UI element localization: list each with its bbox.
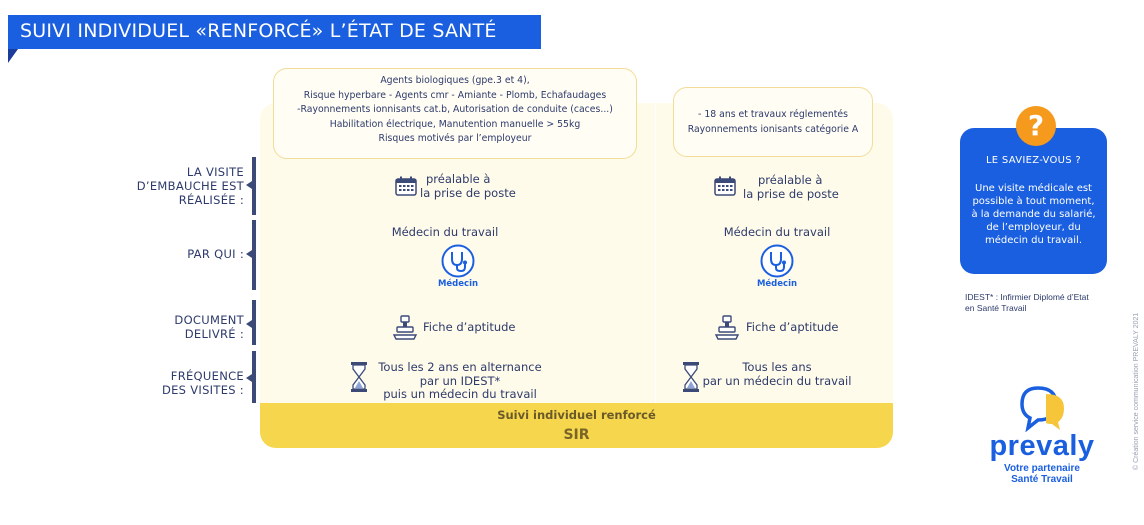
footnote-line: IDEST* : Infirmier Diplomé d’Etat bbox=[965, 292, 1089, 302]
stethoscope-icon bbox=[441, 244, 475, 278]
credit-text: © Création service communication PREVALY 2021 bbox=[1133, 312, 1140, 470]
hourglass-icon bbox=[350, 361, 368, 393]
sir-acronym: SIR bbox=[563, 427, 590, 443]
who-text-left: Médecin du travail bbox=[391, 225, 499, 239]
row-marker bbox=[252, 351, 256, 403]
visit-text-right bbox=[740, 174, 840, 201]
hourglass-icon bbox=[682, 361, 700, 393]
info-body bbox=[966, 182, 1101, 247]
brand-tagline: Santé Travail bbox=[1011, 474, 1073, 485]
frequency-text-right bbox=[702, 361, 852, 388]
cell-line: préalable à bbox=[426, 172, 491, 186]
speech-bubble-logo-icon bbox=[1018, 384, 1070, 432]
row-label-who bbox=[120, 247, 244, 261]
row-label-frequency bbox=[120, 369, 244, 397]
row-marker bbox=[252, 300, 256, 345]
info-card bbox=[960, 128, 1107, 274]
visit-text-left bbox=[420, 173, 520, 200]
risk-box-left bbox=[273, 68, 637, 159]
info-line: possible à tout moment, bbox=[972, 196, 1095, 207]
row-label-line: LA VISITE bbox=[186, 165, 244, 179]
doctor-label-left: Médecin bbox=[437, 279, 479, 289]
sir-subtitle: Suivi individuel renforcé bbox=[497, 408, 656, 422]
doctor-label-right: Médecin bbox=[756, 279, 798, 289]
banner-fold bbox=[8, 49, 18, 63]
row-label-line: RÉALISÉE : bbox=[178, 193, 244, 207]
footnote bbox=[965, 292, 1095, 314]
row-label-line: PAR QUI : bbox=[187, 247, 244, 261]
row-label-line: DES VISITES : bbox=[161, 383, 244, 397]
info-title: LE SAVIEZ-VOUS ? bbox=[985, 155, 1082, 166]
brand-tagline: Votre partenaire bbox=[1004, 463, 1080, 474]
row-arrow bbox=[246, 181, 252, 189]
calendar-icon bbox=[714, 176, 736, 196]
sir-band bbox=[260, 403, 893, 448]
calendar-icon bbox=[395, 176, 417, 196]
row-label-line: D’EMBAUCHE EST bbox=[136, 179, 244, 193]
cell-line: Tous les 2 ans en alternance bbox=[378, 360, 542, 374]
info-line: de l’employeur, du bbox=[986, 222, 1081, 233]
cell-line: la prise de poste bbox=[420, 185, 516, 200]
stamp-icon bbox=[392, 314, 418, 340]
info-line: à la demande du salarié, bbox=[971, 209, 1096, 220]
brand-logo: prevaly bbox=[989, 430, 1095, 462]
question-mark-icon: ? bbox=[1016, 106, 1056, 146]
risk-line: Habilitation électrique, Manutention manuelle > 55kg bbox=[329, 118, 581, 130]
row-label-visit bbox=[120, 165, 244, 207]
who-text-right: Médecin du travail bbox=[723, 225, 831, 239]
row-label-line: FRÉQUENCE bbox=[170, 369, 244, 383]
frequency-text-left bbox=[372, 361, 548, 402]
risk-line: Agents biologiques (gpe.3 et 4), bbox=[380, 75, 530, 86]
cell-line: par un médecin du travail bbox=[702, 373, 852, 388]
risk-line: -Rayonnements ionnisants cat.b, Autorisation de conduite (caces...) bbox=[297, 104, 613, 115]
info-line: Une visite médicale est bbox=[975, 183, 1092, 194]
cell-line: Tous les ans bbox=[742, 360, 812, 374]
info-line: médecin du travail. bbox=[985, 235, 1082, 246]
row-arrow bbox=[246, 374, 252, 382]
risk-line: - 18 ans et travaux réglementés bbox=[698, 109, 848, 120]
row-label-line: DOCUMENT bbox=[174, 313, 244, 327]
cell-line: préalable à bbox=[758, 173, 823, 187]
risk-line: Risques motivés par l’employeur bbox=[378, 133, 532, 144]
title-banner bbox=[8, 15, 541, 49]
stamp-icon bbox=[714, 314, 740, 340]
row-marker bbox=[252, 157, 256, 215]
row-marker bbox=[252, 220, 256, 290]
stethoscope-icon bbox=[760, 244, 794, 278]
column-divider bbox=[655, 103, 656, 403]
row-label-line: DELIVRÉ : bbox=[184, 327, 244, 341]
risk-line: Risque hyperbare - Agents cmr - Amiante - Plomb, Echafaudages bbox=[303, 89, 607, 101]
page-title: SUIVI INDIVIDUEL «RENFORCÉ» L’ÉTAT DE SANTÉ bbox=[20, 20, 497, 42]
cell-line: la prise de poste bbox=[743, 186, 839, 201]
cell-line: par un IDEST* bbox=[419, 373, 501, 388]
cell-line: puis un médecin du travail bbox=[383, 387, 537, 401]
risk-line: Rayonnements ionisants catégorie A bbox=[687, 123, 859, 135]
risk-box-right bbox=[673, 87, 873, 157]
document-text-right: Fiche d’aptitude bbox=[746, 320, 839, 334]
row-arrow bbox=[246, 250, 252, 258]
document-text-left: Fiche d’aptitude bbox=[423, 320, 516, 334]
footnote-line: en Santé Travail bbox=[965, 303, 1027, 313]
row-label-document bbox=[120, 313, 244, 341]
row-arrow bbox=[246, 320, 252, 328]
